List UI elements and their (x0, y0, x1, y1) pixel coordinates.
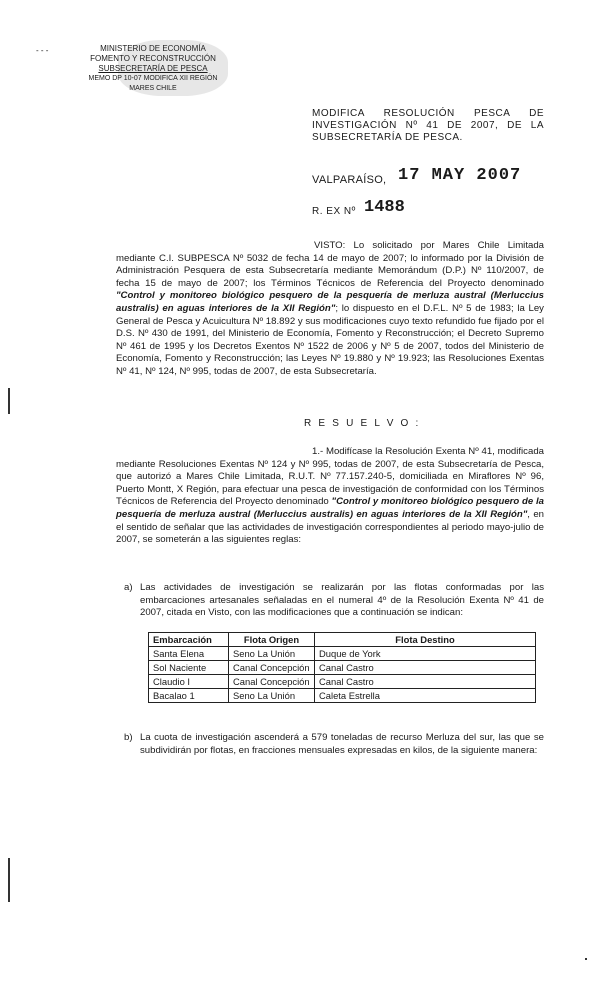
letterhead-company: MARES CHILE (129, 85, 177, 92)
resolution-number-row (312, 198, 532, 224)
scan-dot (585, 958, 587, 960)
item-a-marker: a) (124, 582, 133, 593)
letterhead-memo: MEMO DP 10-07 MODIFICA XII REGIÓN (88, 75, 218, 82)
item-a-paragraph (124, 582, 544, 620)
item-b-marker: b) (124, 732, 133, 743)
header-flota-origen: Flota Origen (229, 633, 315, 647)
point-1-text-1: 1.- Modifícase la Resolución Exenta Nº 41, modificada mediante Resoluciones Exentas Nº 124 y Nº 995, todas de 2007, de esta Subsecretaría de Pesca, que autorizó a Mares Chile Limitada, R.U.T. Nº 77.157.240-5, domiciliada en Miraflores Nº 96, Puerto Montt, X Región, para efectuar una pesca de investigación de conformidad con los Términos Técnicos de Referencia del Proyecto denominado (116, 446, 544, 508)
visto-project-name: "Control y monitoreo biológico pesquero de la pesquería de merluza austral (Merluccius australis) en aguas interiores de la XII Región" (116, 290, 544, 314)
letterhead-ministry-2: FOMENTO Y RECONSTRUCCIÓN (90, 54, 216, 63)
point-1-project-name: "Control y monitoreo biológico pesquero de la pesquería de merluza austral (Merluccius australis) en aguas interiores de la XII Región" (116, 496, 544, 520)
visto-paragraph (116, 240, 544, 379)
cell-embarcacion: Sol Naciente (149, 661, 229, 675)
city-label: VALPARAÍSO, (312, 174, 387, 186)
letterhead-ministry: MINISTERIO DE ECONOMÍA (100, 44, 206, 53)
letterhead-subsecretaria: SUBSECRETARÍA DE PESCA (98, 64, 208, 73)
date-stamp: 17 MAY 2007 (398, 166, 522, 185)
cell-flota-origen: Seno La Unión (229, 689, 315, 703)
cell-flota-destino: Canal Castro (315, 661, 536, 675)
cell-flota-origen: Seno La Unión (229, 647, 315, 661)
table-row (149, 689, 536, 703)
cell-embarcacion: Santa Elena (149, 647, 229, 661)
table-header-row (149, 633, 536, 647)
scan-mark (8, 858, 10, 902)
resolution-label: R. EX Nº (312, 206, 356, 217)
item-a-text: Las actividades de investigación se realizarán por las flotas conformadas por las embarcaciones artesanales señaladas en el numeral 4º de la Resolución Exenta Nº 41 de 2007, citada en Visto, con las modificaciones que a continuación se indican: (140, 582, 544, 619)
table-row (149, 647, 536, 661)
date-row (312, 166, 572, 196)
cell-flota-origen: Canal Concepción (229, 675, 315, 689)
cell-flota-origen: Canal Concepción (229, 661, 315, 675)
header-flota-destino: Flota Destino (315, 633, 536, 647)
cell-embarcacion: Claudio I (149, 675, 229, 689)
resuelvo-heading: R E S U E L V O : (304, 418, 421, 429)
header-embarcacion: Embarcación (149, 633, 229, 647)
document-title: MODIFICA RESOLUCIÓN PESCA DE INVESTIGACIÓN Nº 41 DE 2007, DE LA SUBSECRETARÍA DE PESCA. (312, 108, 544, 143)
scan-mark (8, 388, 10, 414)
resolution-number: 1488 (364, 198, 405, 217)
cell-flota-destino: Duque de York (315, 647, 536, 661)
visto-text-2: ; lo dispuesto en el D.F.L. Nº 5 de 1983; la Ley General de Pesca y Acuicultura Nº 18.892 y sus modificaciones cuyo texto refundido fue fijado por el D.S. Nº 430 de 1991, del Ministerio de Economía, Fomento y Reconstrucción; el Decreto Supremo Nº 461 de 1995 y los Decretos Exentos Nº 1522 de 2006 y Nº 5 de 2007, todos del Ministerio de Economía, Fomento y Reconstrucción; las Leyes Nº 19.880 y Nº 19.923; las Resoluciones Exentas Nº 41, Nº 124, Nº 995, todas de 2007, de esta Subsecretaría. (116, 302, 544, 377)
letterhead (36, 44, 248, 94)
seal-stamp (118, 40, 228, 96)
point-1-text-2: , en el sentido de señalar que las actividades de investigación correspondientes al periodo mayo-julio de 2007, se someterán a las siguientes reglas: (116, 508, 544, 546)
table-row (149, 675, 536, 689)
cell-flota-destino: Canal Castro (315, 675, 536, 689)
fleet-table (148, 632, 536, 703)
letterhead-dash: - - - (36, 46, 49, 55)
cell-embarcacion: Bacalao 1 (149, 689, 229, 703)
table-row (149, 661, 536, 675)
point-1-paragraph (116, 446, 544, 547)
item-b-text: La cuota de investigación ascenderá a 579 toneladas de recurso Merluza del sur, las que se subdividirán por flotas, en fracciones mensuales expresadas en kilos, de la siguiente manera: (140, 732, 544, 756)
cell-flota-destino: Caleta Estrella (315, 689, 536, 703)
visto-text-1: VISTO: Lo solicitado por Mares Chile Limitada mediante C.I. SUBPESCA Nº 5032 de fecha 14 de mayo de 2007; lo informado por la División de Administración Pesquera de esta Subsecretaría mediante Memorándum (D.P.) Nº 110/2007, de fecha 15 de mayo de 2007; los Términos Técnicos de Referencia del Proyecto denominado (116, 240, 544, 289)
item-b-paragraph (124, 732, 544, 757)
